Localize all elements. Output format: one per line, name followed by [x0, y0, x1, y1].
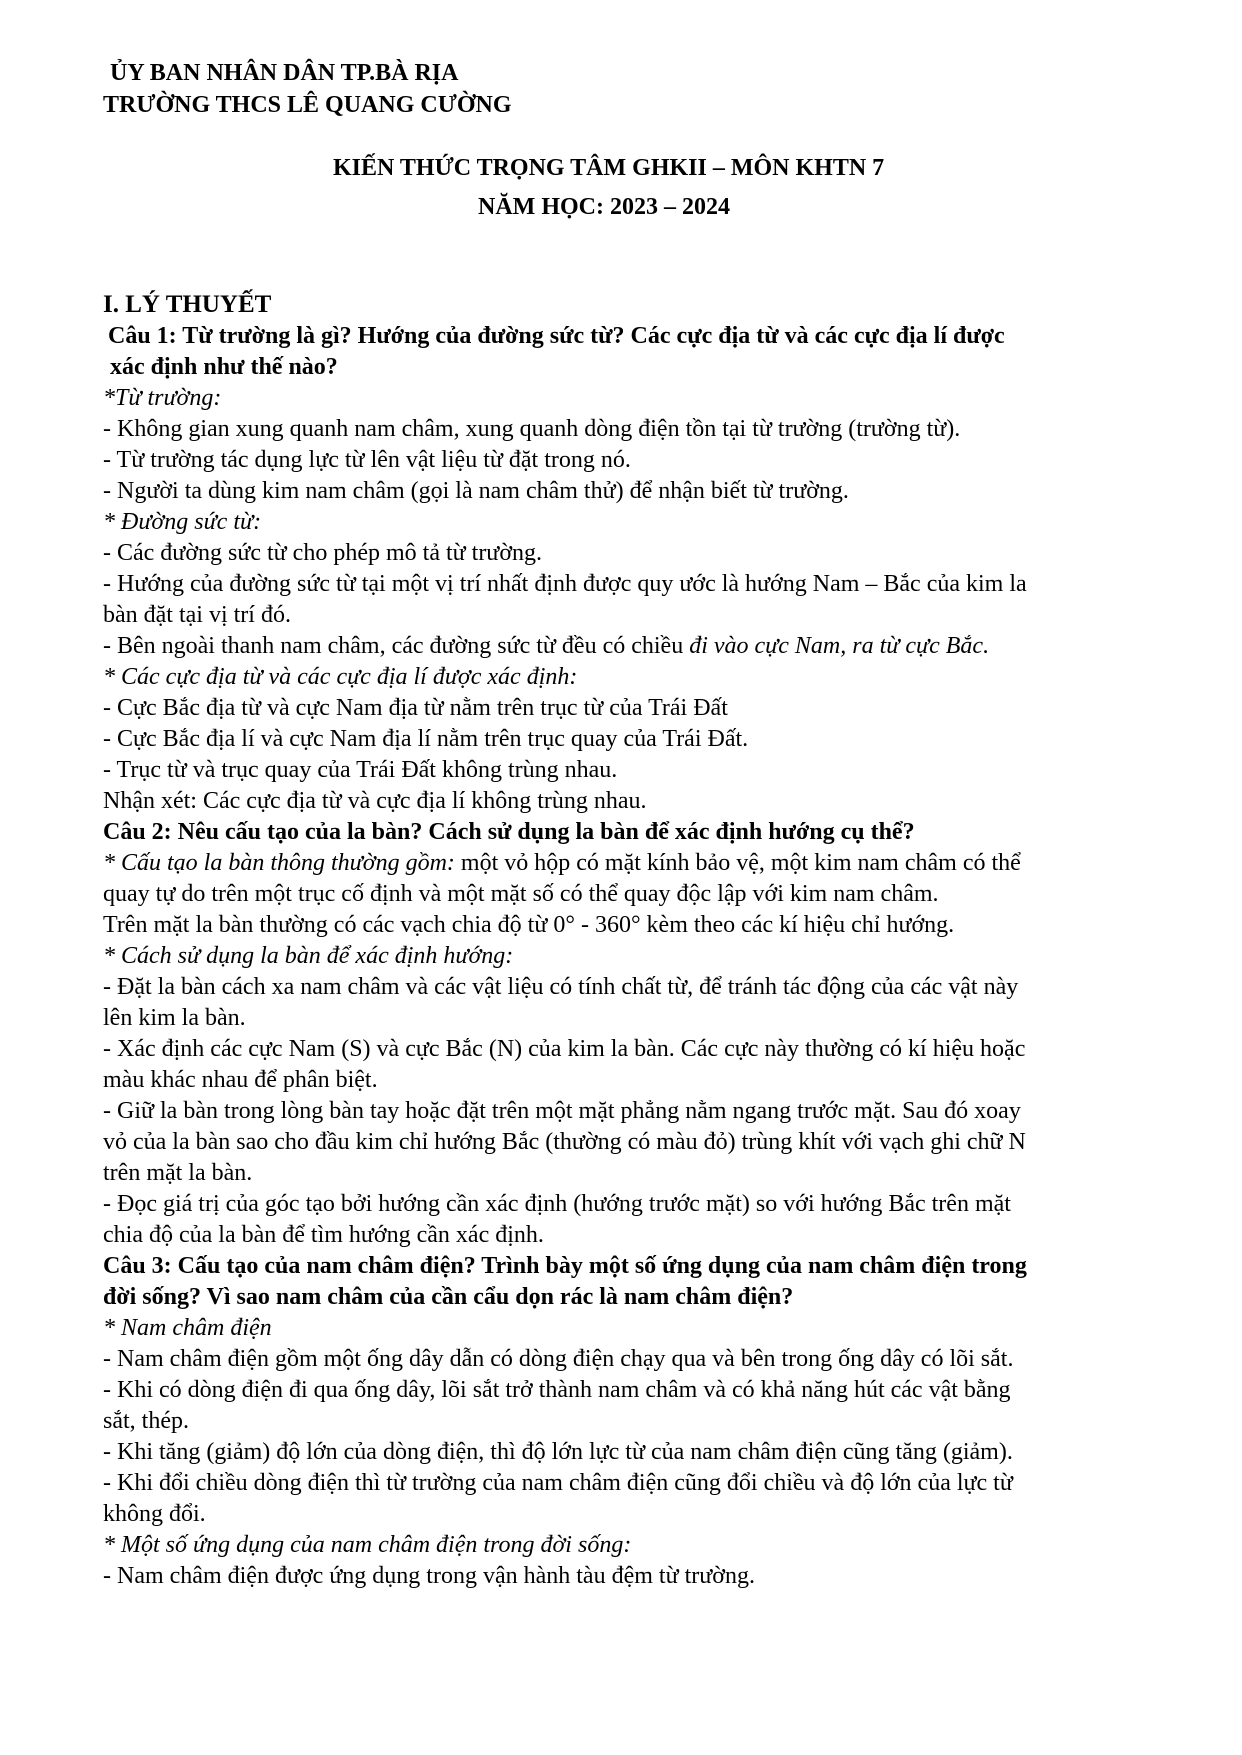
q3-line: - Khi tăng (giảm) độ lớn của dòng điện, thì độ lớn lực từ của nam châm điện cũng tăng (giảm).: [103, 1439, 1013, 1465]
q1-line: - Hướng của đường sức từ tại một vị trí nhất định được quy ước là hướng Nam – Bắc của kim la: [103, 571, 1027, 597]
question-3-title-line-2: đời sống? Vì sao nam châm của cần cẩu dọn rác là nam châm điện?: [103, 1284, 794, 1310]
q1-line: bàn đặt tại vị trí đó.: [103, 602, 291, 628]
q1-line: - Các đường sức từ cho phép mô tả từ trường.: [103, 540, 543, 566]
q3-line: - Nam châm điện được ứng dụng trong vận hành tàu đệm từ trường.: [103, 1563, 755, 1589]
question-3-title-line-1: Câu 3: Cấu tạo của nam châm điện? Trình bày một số ứng dụng của nam châm điện trong: [103, 1253, 1027, 1279]
question-2-title: Câu 2: Nêu cấu tạo của la bàn? Cách sử dụng la bàn để xác định hướng cụ thể?: [103, 819, 915, 845]
q3-line: - Khi có dòng điện đi qua ống dây, lõi sắt trở thành nam châm và có khả năng hút các vật bằng: [103, 1377, 1011, 1403]
q1-subheading-poles: * Các cực địa từ và các cực địa lí được xác định:: [103, 664, 578, 690]
q2-line: - Giữ la bàn trong lòng bàn tay hoặc đặt trên một mặt phẳng nằm ngang trước mặt. Sau đó xoay: [103, 1098, 1021, 1124]
section-heading: I. LÝ THUYẾT: [103, 291, 272, 318]
q2-line: vỏ của la bàn sao cho đầu kim chỉ hướng Bắc (thường có màu đỏ) trùng khít với vạch ghi chữ N: [103, 1129, 1026, 1155]
q1-line: - Người ta dùng kim nam châm (gọi là nam châm thử) để nhận biết từ trường.: [103, 478, 849, 504]
q1-line: - Từ trường tác dụng lực từ lên vật liệu từ đặt trong nó.: [103, 447, 631, 473]
q1-line-text: - Bên ngoài thanh nam châm, các đường sức từ đều có chiều: [103, 633, 690, 659]
school-year: NĂM HỌC: 2023 – 2024: [478, 194, 730, 220]
q1-remark: Nhận xét: Các cực địa từ và cực địa lí không trùng nhau.: [103, 788, 647, 814]
q3-line: - Khi đổi chiều dòng điện thì từ trường của nam châm điện cũng đổi chiều và độ lớn của lực từ: [103, 1470, 1013, 1496]
q2-line: Trên mặt la bàn thường có các vạch chia độ từ 0° - 360° kèm theo các kí hiệu chỉ hướng.: [103, 912, 955, 938]
q2-line: - Đặt la bàn cách xa nam châm và các vật liệu có tính chất từ, để tránh tác động của các vật này: [103, 974, 1019, 1000]
q1-line: - Không gian xung quanh nam châm, xung quanh dòng điện tồn tại từ trường (trường từ).: [103, 416, 961, 442]
q2-line: chia độ của la bàn để tìm hướng cần xác định.: [103, 1222, 544, 1248]
header-authority: ỦY BAN NHÂN DÂN TP.BÀ RỊA: [110, 60, 459, 86]
q1-subheading-field-lines: * Đường sức từ:: [103, 509, 262, 535]
q2-subheading-usage: * Cách sử dụng la bàn để xác định hướng:: [103, 943, 514, 969]
q2-line-text: một vỏ hộp có mặt kính bảo vệ, một kim nam châm có thể: [454, 850, 1021, 876]
q1-line-italic: đi vào cực Nam, ra từ cực Bắc.: [689, 633, 990, 659]
question-1-title-line-2: xác định như thế nào?: [110, 354, 338, 380]
q1-subheading-magnetic-field: *Từ trường:: [103, 385, 222, 411]
q1-line: - Trục từ và trục quay của Trái Đất không trùng nhau.: [103, 757, 618, 783]
q2-line: - Xác định các cực Nam (S) và cực Bắc (N) của kim la bàn. Các cực này thường có kí hiệu hoặc: [103, 1036, 1026, 1062]
q2-subheading-structure: * Cấu tạo la bàn thông thường gồm:: [103, 850, 455, 876]
document-title: KIẾN THỨC TRỌNG TÂM GHKII – MÔN KHTN 7: [333, 155, 885, 181]
q3-line: - Nam châm điện gồm một ống dây dẫn có dòng điện chạy qua và bên trong ống dây có lõi sắt.: [103, 1346, 1014, 1372]
header-school: TRƯỜNG THCS LÊ QUANG CƯỜNG: [103, 92, 512, 118]
q2-line: lên kim la bàn.: [103, 1005, 246, 1031]
q2-line: màu khác nhau để phân biệt.: [103, 1067, 378, 1093]
q2-line: trên mặt la bàn.: [103, 1160, 253, 1186]
question-1-title-line-1: Câu 1: Từ trường là gì? Hướng của đường sức từ? Các cực địa từ và các cực địa lí được: [108, 323, 1005, 349]
q1-line: [103, 631, 989, 661]
q1-line: - Cực Bắc địa lí và cực Nam địa lí nằm trên trục quay của Trái Đất.: [103, 726, 749, 752]
q3-subheading-applications: * Một số ứng dụng của nam châm điện trong đời sống:: [103, 1532, 632, 1558]
q2-line: - Đọc giá trị của góc tạo bởi hướng cần xác định (hướng trước mặt) so với hướng Bắc trên mặt: [103, 1191, 1011, 1217]
q3-subheading-electromagnet: * Nam châm điện: [103, 1315, 272, 1341]
q2-line: [103, 848, 1021, 878]
q3-line: không đổi.: [103, 1501, 206, 1527]
q3-line: sắt, thép.: [103, 1408, 189, 1434]
q1-line: - Cực Bắc địa từ và cực Nam địa từ nằm trên trục từ của Trái Đất: [103, 695, 728, 721]
q2-line: quay tự do trên một trục cố định và một mặt số có thể quay độc lập với kim nam châm.: [103, 881, 939, 907]
